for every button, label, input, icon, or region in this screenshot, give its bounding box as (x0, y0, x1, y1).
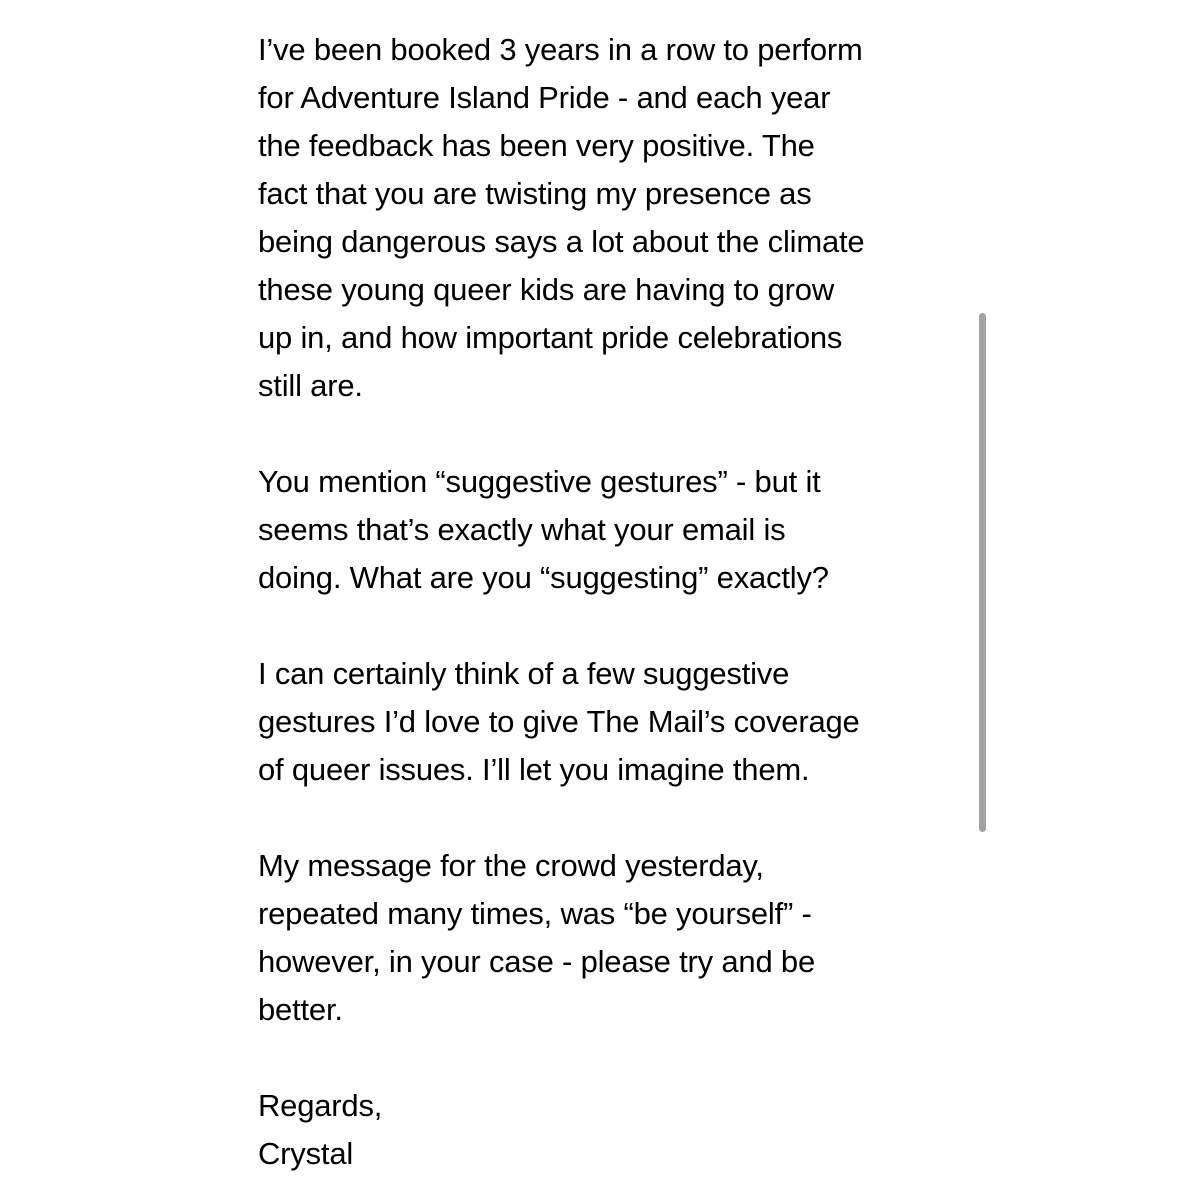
text-line: seems that’s exactly what your email is (258, 512, 786, 547)
closing: Regards, (258, 1088, 383, 1123)
text-line: however, in your case - please try and be (258, 944, 816, 979)
text-line: better. (258, 992, 343, 1027)
text-line: I can certainly think of a few suggestive (258, 656, 790, 691)
text-line: of queer issues. I’ll let you imagine them. (258, 752, 810, 787)
text-line: fact that you are twisting my presence as (258, 176, 812, 211)
signoff (258, 1082, 958, 1178)
email-body (258, 26, 958, 1178)
paragraph-gestures (258, 458, 958, 602)
vertical-scrollbar[interactable] (979, 313, 986, 832)
paragraph-message (258, 842, 958, 1034)
text-line: these young queer kids are having to grow (258, 272, 835, 307)
paragraph-booking (258, 26, 958, 410)
text-line: I’ve been booked 3 years in a row to perform (258, 32, 863, 67)
text-line: up in, and how important pride celebrations (258, 320, 843, 355)
paragraph-coverage (258, 650, 958, 794)
text-line: for Adventure Island Pride - and each year (258, 80, 831, 115)
text-line: My message for the crowd yesterday, (258, 848, 764, 883)
text-line: doing. What are you “suggesting” exactly? (258, 560, 829, 595)
signature: Crystal (258, 1136, 354, 1171)
text-line: You mention “suggestive gestures” - but it (258, 464, 821, 499)
text-line: repeated many times, was “be yourself” - (258, 896, 812, 931)
text-line: gestures I’d love to give The Mail’s coverage (258, 704, 860, 739)
text-line: being dangerous says a lot about the climate (258, 224, 865, 259)
text-line: the feedback has been very positive. The (258, 128, 815, 163)
text-line: still are. (258, 368, 363, 403)
